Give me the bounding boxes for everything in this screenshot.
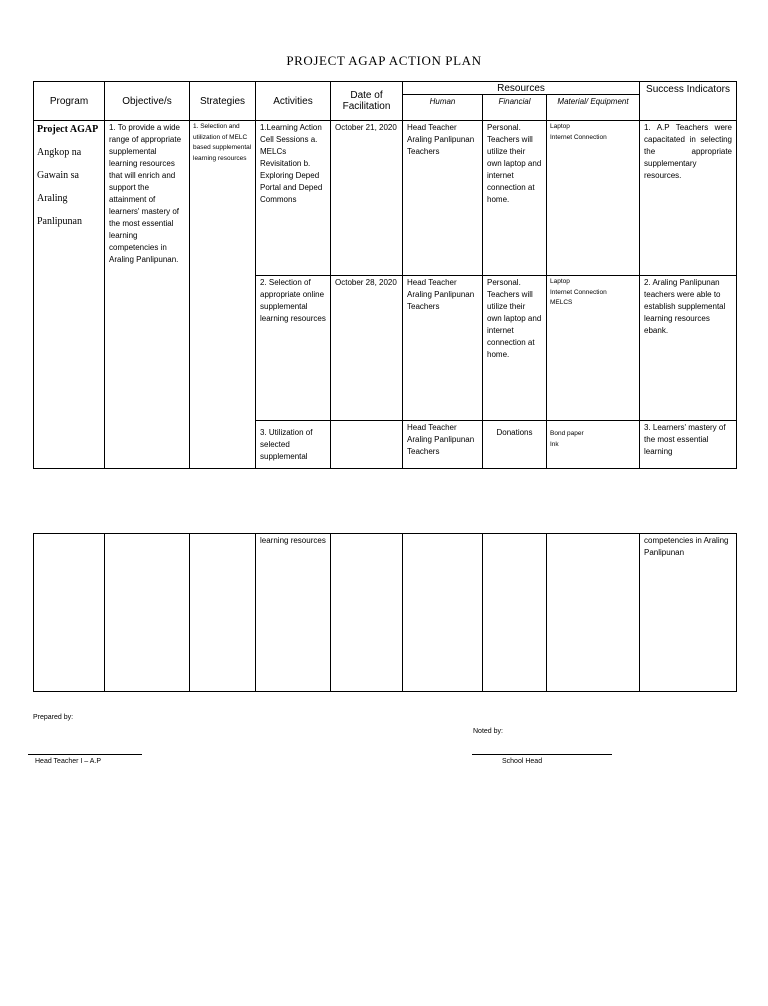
date-cell: October 28, 2020 [331, 276, 403, 421]
success-cell: 3. Learners' mastery of the most essential learning [640, 421, 737, 469]
program-line: Gawain sa [37, 170, 79, 181]
noted-by-role: School Head [502, 758, 543, 765]
program-line: Project AGAP [37, 124, 99, 135]
document-title: PROJECT AGAP ACTION PLAN [286, 53, 482, 68]
prepared-by-label: Prepared by: [33, 714, 74, 721]
success-cell: 2. Araling Panlipunan teachers were able to establish supplemental learning resources ebank. [640, 276, 737, 421]
activity-cell: 3. Utilization of selected supplemental [256, 421, 331, 469]
header-program: Program [34, 82, 105, 121]
material-item: Internet Connection [550, 133, 607, 141]
header-objectives: Objective/s [105, 82, 190, 121]
objective-cell: 1. To provide a wide range of appropriate supplemental learning resources that will enrich and support the attainment of learners' mastery of the most essential learning competencies in Araling Panlipunan. [105, 121, 190, 469]
program-cell [34, 121, 105, 469]
financial-cell: Personal. Teachers will utilize their own laptop and internet connection at home. [483, 121, 547, 276]
header-date: Date of Facilitation [331, 82, 403, 121]
prepared-by-role: Head Teacher I – A.P [35, 758, 102, 765]
activity-cell: 1.Learning Action Cell Sessions a. MELCs Revisitation b. Exploring Deped Portal and Deped Commons [256, 121, 331, 276]
header-material: Material/ Equipment [547, 95, 640, 121]
program-line: Panlipunan [37, 216, 82, 227]
material-item: Laptop [550, 278, 570, 285]
empty-cell [331, 534, 403, 692]
empty-cell [105, 534, 190, 692]
header-activities: Activities [256, 82, 331, 121]
material-item: Bond paper [550, 430, 584, 437]
human-cell: Head Teacher Araling Panlipunan Teachers [403, 121, 483, 276]
empty-cell [34, 534, 105, 692]
noted-by-label: Noted by: [473, 728, 503, 735]
program-line: Araling [37, 193, 68, 204]
material-cell [547, 276, 640, 421]
material-item: MELCS [550, 299, 573, 306]
success-cell: competencies in Araling Panlipunan [640, 534, 737, 692]
empty-cell [547, 534, 640, 692]
human-cell: Head Teacher Araling Panlipunan Teachers [403, 276, 483, 421]
date-cell [331, 421, 403, 469]
activity-cell: learning resources [256, 534, 331, 692]
activity-cell: 2. Selection of appropriate online supplemental learning resources [256, 276, 331, 421]
header-row-1 [34, 82, 737, 95]
strategy-cell: 1. Selection and utilization of MELC based supplemental learning resources [190, 121, 256, 469]
financial-cell: Donations [483, 421, 547, 469]
material-cell [547, 421, 640, 469]
table-row [34, 534, 737, 692]
empty-cell [403, 534, 483, 692]
material-item: Internet Connection [550, 288, 607, 296]
success-cell: 1. A.P Teachers were capacitated in selecting the appropriate supplementary resources. [640, 121, 737, 276]
action-plan-table-continuation [33, 533, 737, 692]
material-cell [547, 121, 640, 276]
empty-cell [190, 534, 256, 692]
action-plan-table [33, 81, 737, 469]
noted-signature-line [472, 754, 612, 755]
program-line: Angkop na [37, 147, 82, 158]
header-resources: Resources [403, 82, 640, 95]
header-success-indicators: Success Indicators [640, 82, 737, 121]
material-item: Laptop [550, 123, 570, 130]
financial-cell: Personal. Teachers will utilize their own laptop and internet connection at home. [483, 276, 547, 421]
prepared-signature-line [28, 754, 142, 755]
table-row [34, 121, 737, 276]
material-item: Ink [550, 440, 559, 448]
header-financial: Financial [483, 95, 547, 121]
header-strategies: Strategies [190, 82, 256, 121]
date-cell: October 21, 2020 [331, 121, 403, 276]
human-cell: Head Teacher Araling Panlipunan Teachers [403, 421, 483, 469]
header-human: Human [403, 95, 483, 121]
empty-cell [483, 534, 547, 692]
